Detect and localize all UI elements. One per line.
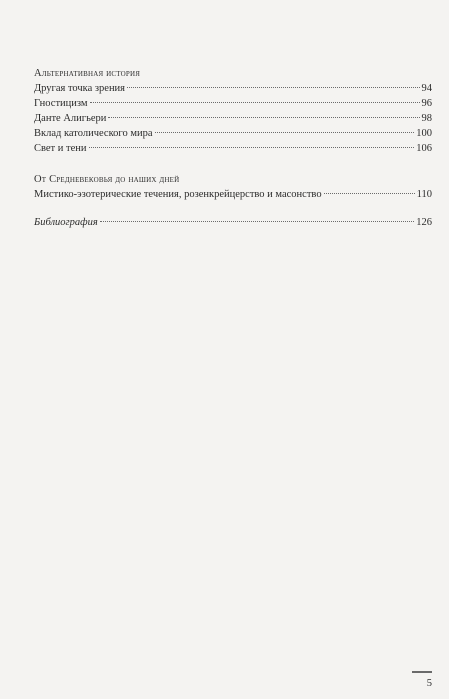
toc-entry-label: Мистико-эзотерические течения, розенкрейцерство и масонство	[34, 189, 322, 200]
dot-leader	[90, 102, 420, 103]
bibliography-label: Библиография	[34, 217, 98, 228]
toc-entry-label: Гностицизм	[34, 98, 88, 109]
toc-entry-page: 94	[421, 83, 432, 94]
page-number: 5	[426, 678, 432, 689]
table-of-contents	[34, 66, 432, 230]
toc-section	[34, 172, 432, 202]
toc-entry-page: 98	[421, 113, 432, 124]
bibliography-entry	[34, 215, 432, 230]
dot-leader	[324, 193, 415, 194]
dot-leader	[127, 87, 419, 88]
toc-entry-label: Вклад католического мира	[34, 128, 153, 139]
section-title: Альтернативная история	[34, 68, 141, 79]
toc-entry-label: Другая точка зрения	[34, 83, 126, 94]
toc-entry-page: 110	[416, 189, 432, 200]
toc-entry	[34, 187, 432, 202]
toc-entry	[34, 81, 432, 96]
toc-entry	[34, 96, 432, 111]
bibliography-page: 126	[416, 217, 432, 228]
folio-rule	[412, 671, 432, 673]
toc-entry	[34, 141, 432, 156]
toc-entry	[34, 126, 432, 141]
dot-leader	[89, 147, 415, 148]
toc-entry-page: 106	[416, 143, 432, 154]
toc-entry-page: 100	[416, 128, 432, 139]
toc-entry	[34, 111, 432, 126]
toc-section	[34, 66, 432, 156]
toc-entry-page: 96	[421, 98, 432, 109]
toc-entry-label: Данте Алигьери	[34, 113, 107, 124]
dot-leader	[100, 221, 415, 222]
dot-leader	[108, 117, 419, 118]
section-title: От Средневековья до наших дней	[34, 174, 180, 185]
dot-leader	[155, 132, 415, 133]
toc-entry-label: Свет и тени	[34, 143, 87, 154]
